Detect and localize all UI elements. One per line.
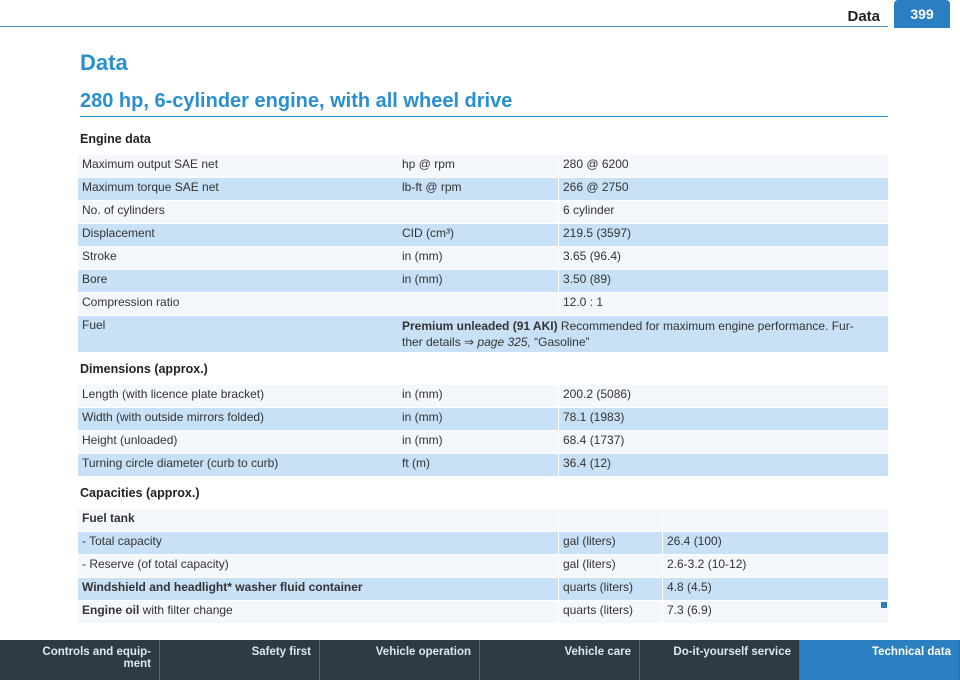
tab-label: Controls and equip- [42, 646, 151, 658]
table-row [78, 155, 888, 177]
row-value: 26.4 (100) [662, 532, 888, 554]
row-unit: hp @ rpm [398, 155, 558, 177]
fuel-grade: Premium unleaded (91 AKI) [402, 319, 558, 333]
row-value: 78.1 (1983) [558, 408, 888, 430]
engine-data-table [78, 154, 888, 353]
table-row [78, 431, 888, 453]
footer-nav [0, 640, 960, 680]
row-unit: quarts (liters) [558, 601, 662, 623]
row-label: - Reserve (of total capacity) [78, 555, 558, 577]
capacities-table [78, 508, 888, 624]
table-row [78, 385, 888, 407]
tab-controls-and-equipment[interactable] [0, 640, 160, 680]
row-unit: ft (m) [398, 454, 558, 476]
row-unit: in (mm) [398, 408, 558, 430]
row-unit [558, 509, 662, 531]
fuel-tank-label: Fuel tank [78, 509, 558, 531]
row-label [78, 601, 558, 623]
row-label: Maximum torque SAE net [78, 178, 398, 200]
row-value: 219.5 (3597) [558, 224, 888, 246]
row-unit: quarts (liters) [558, 578, 662, 600]
end-of-section-marker [881, 602, 887, 608]
row-value: 3.65 (96.4) [558, 247, 888, 269]
row-unit: gal (liters) [558, 532, 662, 554]
table-row [78, 555, 888, 577]
table-row [78, 408, 888, 430]
row-label: Maximum output SAE net [78, 155, 398, 177]
row-value: 4.8 (4.5) [662, 578, 888, 600]
table-row [78, 247, 888, 269]
table-row [78, 578, 888, 600]
engine-data-heading: Engine data [80, 132, 151, 146]
tab-technical-data[interactable] [800, 640, 960, 680]
section-title: Data [80, 50, 128, 75]
page-number-tab: 399 [894, 0, 950, 28]
tab-do-it-yourself-service[interactable] [640, 640, 800, 680]
table-row [78, 509, 888, 531]
tab-label: Do-it-yourself service [673, 646, 791, 658]
tab-label-line2: ment [123, 658, 151, 670]
tab-label: Technical data [871, 646, 951, 658]
row-label: Fuel [78, 316, 398, 352]
row-value: 200.2 (5086) [558, 385, 888, 407]
row-unit: CID (cm³) [398, 224, 558, 246]
row-value: 2.6-3.2 (10-12) [662, 555, 888, 577]
row-label: Bore [78, 270, 398, 292]
row-value: 6 cylinder [558, 201, 888, 223]
table-row [78, 293, 888, 315]
row-label: Turning circle diameter (curb to curb) [78, 454, 398, 476]
row-value: 280 @ 6200 [558, 155, 888, 177]
capacities-heading: Capacities (approx.) [80, 486, 200, 500]
row-value: 68.4 (1737) [558, 431, 888, 453]
table-row [78, 270, 888, 292]
row-unit: in (mm) [398, 385, 558, 407]
tab-safety-first[interactable] [160, 640, 320, 680]
row-label: No. of cylinders [78, 201, 398, 223]
table-row [78, 454, 888, 476]
row-label: Length (with licence plate bracket) [78, 385, 398, 407]
row-value: 7.3 (6.9) [662, 601, 888, 623]
row-label: Displacement [78, 224, 398, 246]
table-row [78, 224, 888, 246]
table-row [78, 178, 888, 200]
row-label: Windshield and headlight* washer fluid container [78, 578, 558, 600]
engine-oil-note: with filter change [139, 603, 233, 617]
row-value [662, 509, 888, 531]
tab-vehicle-care[interactable] [480, 640, 640, 680]
tab-label: Vehicle care [564, 646, 631, 658]
fuel-note-1: Recommended for maximum engine performance. Fur- [557, 319, 854, 333]
dimensions-table [78, 384, 888, 477]
table-row [78, 532, 888, 554]
row-value: 3.50 (89) [558, 270, 888, 292]
subsection-title: 280 hp, 6-cylinder engine, with all wheel drive [80, 90, 888, 117]
table-row [78, 201, 888, 223]
dimensions-heading: Dimensions (approx.) [80, 362, 208, 376]
row-value: 12.0 : 1 [558, 293, 888, 315]
fuel-description [398, 316, 888, 352]
header-title: Data [847, 8, 880, 25]
row-value: 36.4 (12) [558, 454, 888, 476]
fuel-note-2: ther details ⇒ [402, 335, 478, 349]
table-row [78, 601, 888, 623]
fuel-note-3: “Gasoline” [530, 335, 590, 349]
row-unit: in (mm) [398, 270, 558, 292]
row-label: Height (unloaded) [78, 431, 398, 453]
row-label: Compression ratio [78, 293, 398, 315]
tab-label: Vehicle operation [375, 646, 471, 658]
tab-vehicle-operation[interactable] [320, 640, 480, 680]
row-unit: gal (liters) [558, 555, 662, 577]
row-label: Stroke [78, 247, 398, 269]
row-label: Width (with outside mirrors folded) [78, 408, 398, 430]
header-line [0, 26, 888, 27]
row-unit [398, 201, 558, 223]
row-value: 266 @ 2750 [558, 178, 888, 200]
tab-label: Safety first [251, 646, 311, 658]
row-label: - Total capacity [78, 532, 558, 554]
row-unit [398, 293, 558, 315]
row-unit: lb-ft @ rpm [398, 178, 558, 200]
row-unit: in (mm) [398, 431, 558, 453]
engine-oil-label: Engine oil [82, 603, 140, 617]
page-reference-link[interactable]: page 325, [477, 335, 531, 349]
table-row-fuel [78, 316, 888, 352]
row-unit: in (mm) [398, 247, 558, 269]
